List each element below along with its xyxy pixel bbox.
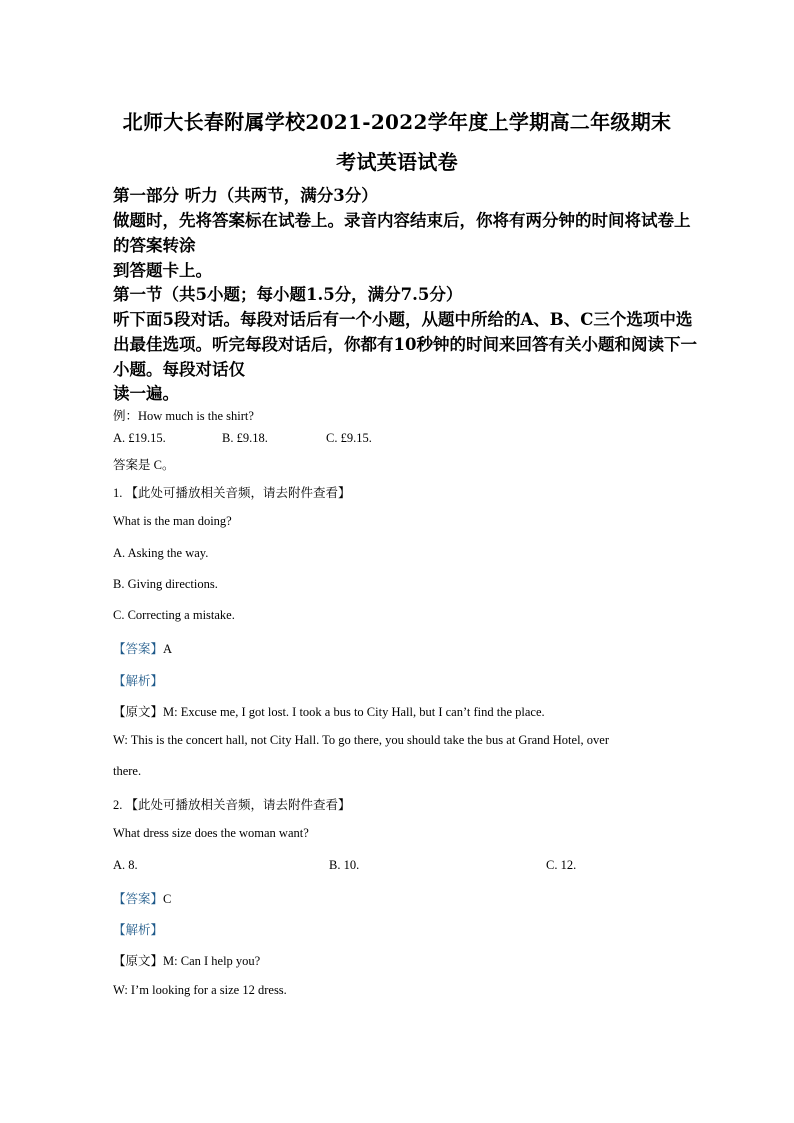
q1-option-a: A. Asking the way.: [113, 546, 209, 560]
audio-placeholder[interactable]: 2. 【此处可播放相关音频，请去附件查看】: [113, 798, 351, 812]
q1-original-line3: there.: [113, 764, 142, 778]
example-option-c: C. £9.15.: [326, 431, 372, 445]
part1-instruction-line3: 到答题卡上。: [113, 261, 212, 280]
q2-option-c: C. 12.: [546, 858, 577, 872]
example-question: 例：How much is the shirt?: [113, 409, 254, 423]
q1-header: [113, 483, 351, 501]
section1-instruction-line4: 读一遍。: [113, 384, 179, 403]
section1-instruction-line1: 听下面5段对话。每段对话后有一个小题，从题中所给的A、B、C三个选项中选: [113, 310, 693, 329]
original-tag: 【原文】: [113, 705, 164, 719]
q1-option-b: B. Giving directions.: [113, 577, 218, 591]
part1-heading: 第一部分 听力（共两节，满分3分）: [113, 186, 378, 205]
section1-instruction-line2: 出最佳选项。听完每段对话后，你都有10秒钟的时间来回答有关小题和阅读下一: [113, 335, 697, 354]
original-tag: 【原文】: [113, 954, 164, 968]
example-option-a: A. £19.15.: [113, 431, 166, 445]
q1-analysis: [113, 671, 163, 689]
q1-original-text-1: M: Excuse me, I got lost. I took a bus to City Hall, but I can’t find the place.: [163, 705, 545, 719]
part1-instruction-line1: 做题时，先将答案标在试卷上。录音内容结束后，你将有两分钟的时间将试卷上: [113, 211, 691, 230]
analysis-tag: 【解析】: [113, 674, 164, 688]
q2-original-text-1: M: Can I help you?: [163, 954, 261, 968]
exam-title-line2: 考试英语试卷: [336, 150, 458, 174]
q2-question: What dress size does the woman want?: [113, 826, 309, 840]
section1-heading: 第一节（共5小题；每小题1.5分，满分7.5分）: [113, 285, 463, 304]
q2-analysis: [113, 920, 163, 938]
q2-header: [113, 795, 351, 813]
q1-option-c: C. Correcting a mistake.: [113, 608, 235, 622]
analysis-tag: 【解析】: [113, 923, 164, 937]
q1-answer-value: A: [163, 642, 173, 656]
example-option-b: B. £9.18.: [222, 431, 268, 445]
q1-answer: [113, 639, 172, 657]
answer-tag: 【答案】: [113, 642, 164, 656]
q2-original-line2: W: I’m looking for a size 12 dress.: [113, 983, 287, 997]
q2-original-line1: [113, 951, 260, 969]
q2-answer-value: C: [163, 892, 172, 906]
q1-original-line2: W: This is the concert hall, not City Hall. To go there, you should take the bus at Grand Hotel, over: [113, 733, 610, 747]
q1-original-line1: [113, 702, 545, 720]
q2-option-a: A. 8.: [113, 858, 138, 872]
exam-title-line1: 北师大长春附属学校2021-2022学年度上学期高二年级期末: [122, 110, 672, 134]
q1-question: What is the man doing?: [113, 514, 232, 528]
part1-instruction-line2: 的答案转涂: [113, 236, 196, 255]
answer-tag: 【答案】: [113, 892, 164, 906]
audio-placeholder[interactable]: 1. 【此处可播放相关音频，请去附件查看】: [113, 486, 351, 500]
q2-option-b: B. 10.: [329, 858, 360, 872]
example-answer: 答案是 C。: [113, 458, 175, 472]
q2-answer: [113, 889, 171, 907]
section1-instruction-line3: 小题。每段对话仅: [113, 360, 245, 379]
